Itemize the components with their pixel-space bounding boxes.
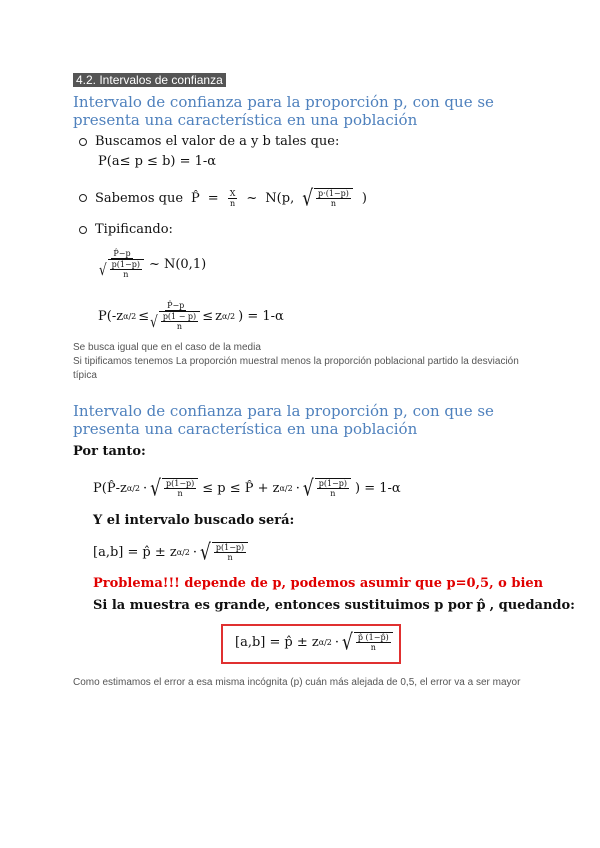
bullet-2: Sabemos que P̂ = $\frac{X}{n}$ ~ N(p, √ $\frac{p\cdot(1-p)}{n}$ ) xyxy=(79,188,367,208)
section-heading: 4.2. Intervalos de confianza xyxy=(73,73,226,87)
phat-symbol: P̂ xyxy=(191,190,200,206)
normal-open: N(p, xyxy=(265,190,295,206)
standardized-expression: P̂−p √ $\frac{p(1-p)}{n}$ ~ N(0,1) xyxy=(99,249,207,279)
x-over-n: $\frac{X}{n}$ xyxy=(229,188,236,208)
bullet-3 xyxy=(79,222,173,237)
final-interval-formula: [a,b] = p̂ ± z α/2 · √ $\frac{p̂ (1-p̂)}{n}$ xyxy=(235,632,394,652)
prob-interval-equation: P(P̂-z α/2 · √ $\frac{p(1-p)}{n}$ ≤ p ≤ P̂ + z α/2 · √ $\frac{p(1-p)}{n}$ ) = 1-α xyxy=(93,475,401,502)
intervalo-text: Y el intervalo buscado será: xyxy=(93,513,295,528)
prob-equation-1: P(a≤ p ≤ b) = 1-α xyxy=(98,154,217,169)
muestra-text: Si la muestra es grande, entonces sustituimos p por p̂ , quedando: xyxy=(93,598,575,613)
problema-warning: Problema!!! depende de p, podemos asumir que p=0,5, o bien xyxy=(93,576,544,591)
bullet-2-prefix: Sabemos que xyxy=(95,190,184,206)
bullet-1-text: Buscamos el valor de a y b tales que: xyxy=(95,134,340,149)
standardized-probability: P(-z α/2 ≤ P̂−p √ $\frac{p(1 - p)}{n}$ ≤ z α/2 ) = 1-α xyxy=(98,301,284,331)
bullet-circle-icon xyxy=(79,194,87,202)
note-2: Si tipificamos tenemos La proporción muestral menos la proporción poblacional partido la desviación típica xyxy=(73,356,519,381)
bullet-circle-icon xyxy=(79,138,87,146)
bullet-circle-icon xyxy=(79,226,87,234)
note-3: Como estimamos el error a esa misma incógnita (p) cuán más alejada de 0,5, el error va a ser mayor xyxy=(73,677,521,688)
por-tanto: Por tanto: xyxy=(73,444,146,459)
title-2: Intervalo de confianza para la proporción p, con que se presenta una característica en una población xyxy=(73,402,494,438)
title-1: Intervalo de confianza para la proporción p, con que se presenta una característica en una población xyxy=(73,93,494,129)
bullet-1 xyxy=(79,134,339,149)
sqrt-term: √ $\frac{p\cdot(1-p)}{n}$ xyxy=(302,188,354,208)
bullet-3-text: Tipificando: xyxy=(95,222,173,237)
note-1: Se busca igual que en el caso de la media xyxy=(73,342,261,353)
interval-equation: [a,b] = p̂ ± z α/2 · √ $\frac{p(1-p)}{n}$ xyxy=(93,542,249,562)
